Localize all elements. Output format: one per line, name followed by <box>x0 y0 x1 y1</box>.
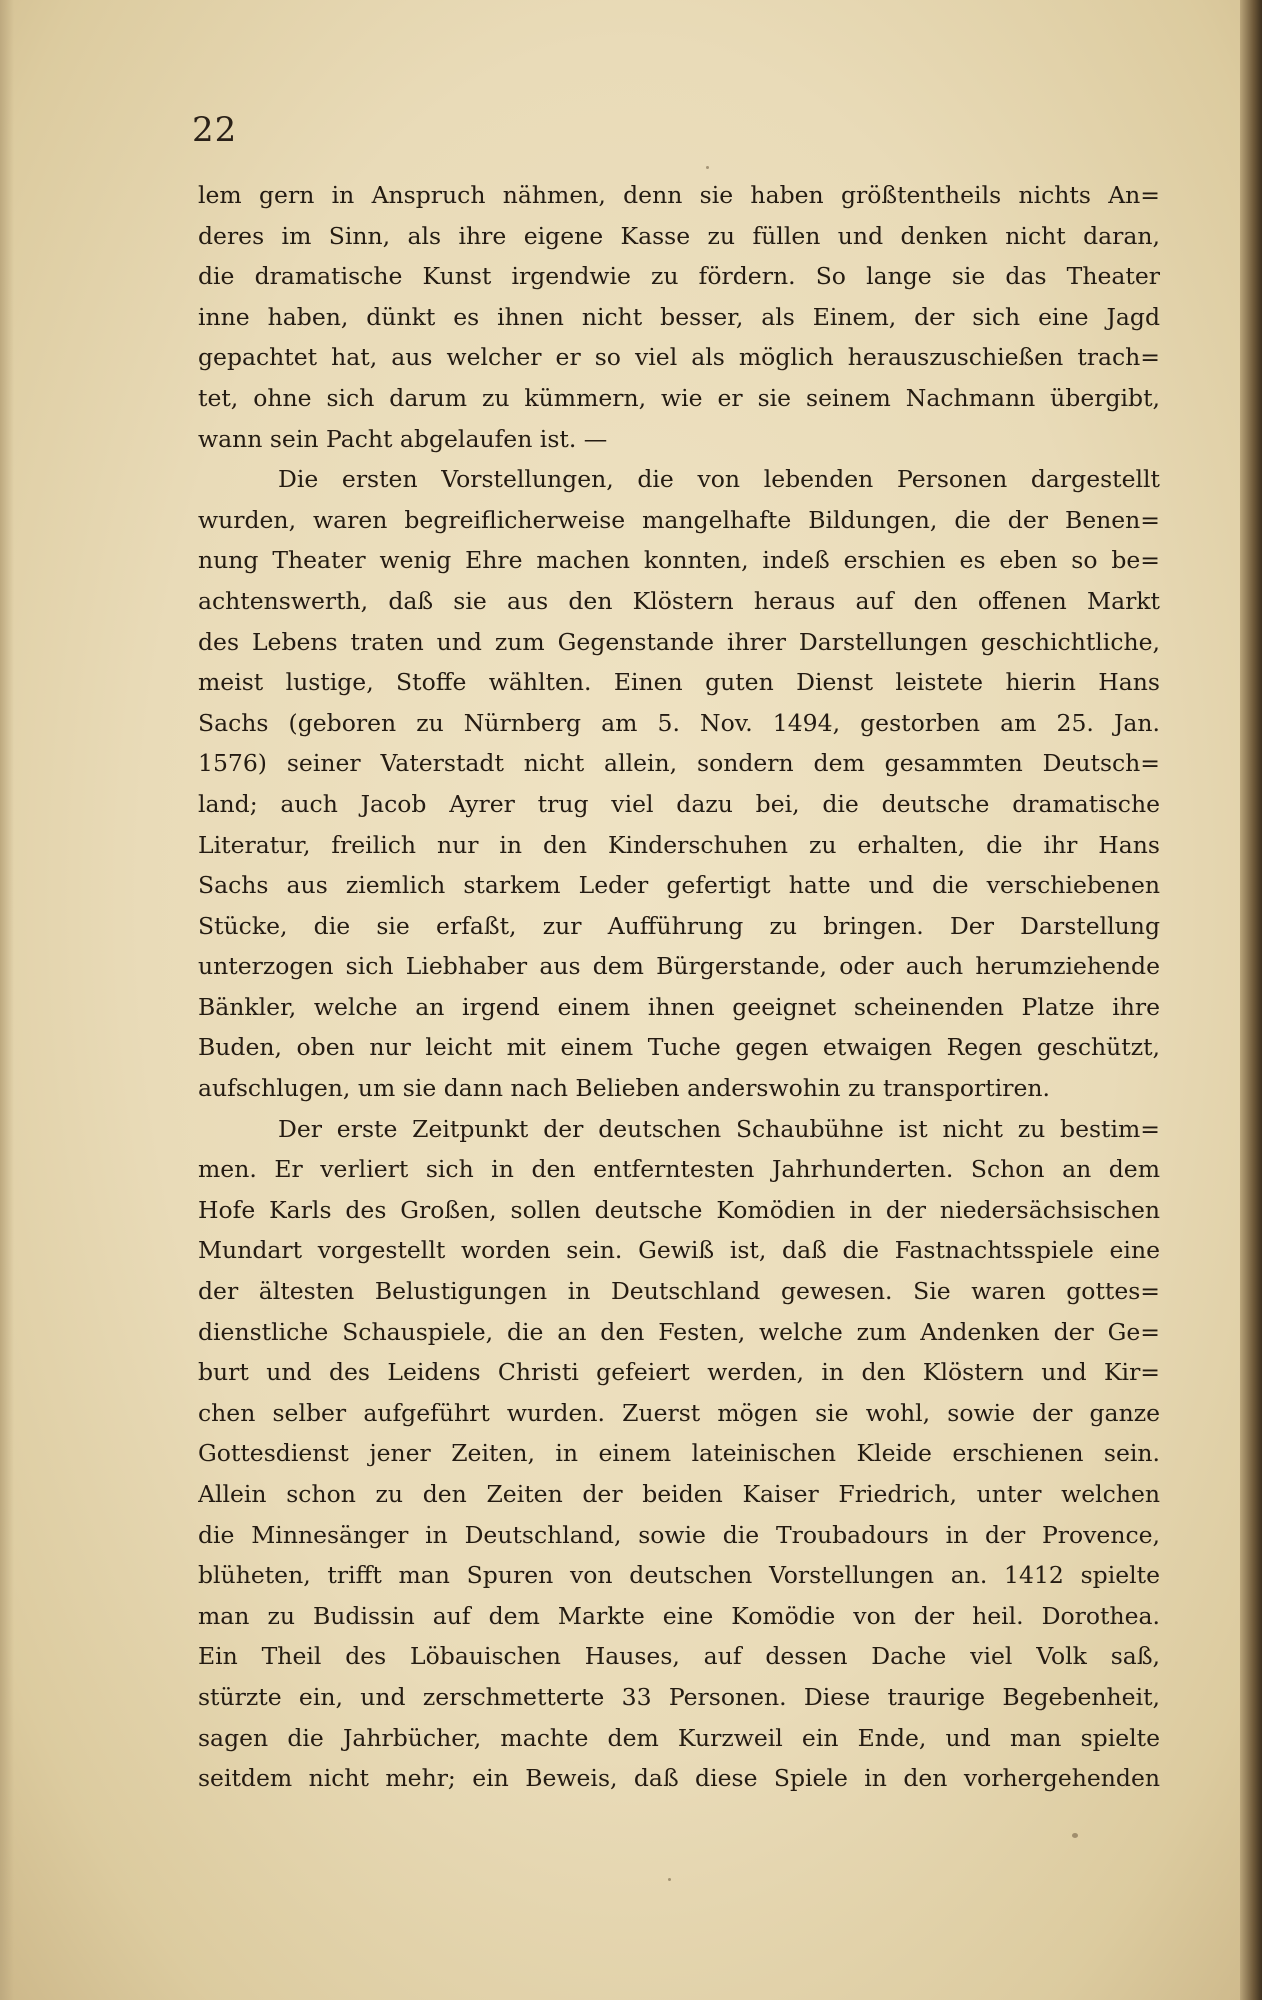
text-line: Buden, oben nur leicht mit einem Tuche gegen etwaigen Regen geschützt, <box>198 1033 1160 1062</box>
text-line: land; auch Jacob Ayrer trug viel dazu bei, die deutsche dramatische <box>198 789 1160 818</box>
text-line: unterzogen sich Liebhaber aus dem Bürgerstande, oder auch herumziehende <box>198 952 1160 981</box>
page-edge-shadow <box>0 0 14 2000</box>
text-line: deres im Sinn, als ihre eigene Kasse zu füllen und denken nicht daran, <box>198 221 1160 250</box>
text-line: Der erste Zeitpunkt der deutschen Schaubühne ist nicht zu bestim= <box>278 1114 1160 1143</box>
body-text <box>198 175 1160 1799</box>
text-line: man zu Budissin auf dem Markte eine Komödie von der heil. Dorothea. <box>198 1601 1160 1630</box>
text-line: Die ersten Vorstellungen, die von lebenden Personen dargestellt <box>278 465 1160 494</box>
text-line: tet, ohne sich darum zu kümmern, wie er sie seinem Nachmann übergibt, <box>198 383 1160 412</box>
text-line: aufschlugen, um sie dann nach Belieben anderswohin zu transportiren. <box>198 1074 1051 1103</box>
text-line: Ein Theil des Löbauischen Hauses, auf dessen Dache viel Volk saß, <box>198 1642 1160 1671</box>
text-line: Hofe Karls des Großen, sollen deutsche Komödien in der niedersächsischen <box>198 1195 1160 1224</box>
text-line: Literatur, freilich nur in den Kinderschuhen zu erhalten, die ihr Hans <box>198 830 1160 859</box>
ink-speck <box>706 166 709 169</box>
text-line: Allein schon zu den Zeiten der beiden Kaiser Friedrich, unter welchen <box>198 1480 1160 1508</box>
text-line: Mundart vorgestellt worden sein. Gewiß ist, daß die Fastnachtsspiele eine <box>198 1236 1160 1265</box>
text-line: Sachs aus ziemlich starkem Leder gefertigt hatte und die verschiebenen <box>198 871 1160 900</box>
text-line: seitdem nicht mehr; ein Beweis, daß diese Spiele in den vorhergehenden <box>198 1764 1160 1793</box>
text-line: gepachtet hat, aus welcher er so viel als möglich herauszuschießen trach= <box>198 343 1160 372</box>
text-line: wann sein Pacht abgelaufen ist. — <box>198 424 608 453</box>
text-line: der ältesten Belustigungen in Deutschland gewesen. Sie waren gottes= <box>198 1277 1160 1306</box>
text-line: blüheten, trifft man Spuren von deutschen Vorstellungen an. 1412 spielte <box>198 1561 1160 1590</box>
text-line: achtenswerth, daß sie aus den Klöstern heraus auf den offenen Markt <box>198 586 1160 615</box>
book-spine-edge <box>1240 0 1262 2000</box>
text-line: nung Theater wenig Ehre machen konnten, indeß erschien es eben so be= <box>198 546 1160 575</box>
text-line: 1576) seiner Vaterstadt nicht allein, sondern dem gesammten Deutsch= <box>198 749 1160 778</box>
text-line: meist lustige, Stoffe wählten. Einen guten Dienst leistete hierin Hans <box>198 668 1160 697</box>
text-line: Stücke, die sie erfaßt, zur Aufführung zu bringen. Der Darstellung <box>198 911 1160 940</box>
text-line: men. Er verliert sich in den entferntesten Jahrhunderten. Schon an dem <box>198 1155 1160 1184</box>
text-line: chen selber aufgeführt wurden. Zuerst mögen sie wohl, sowie der ganze <box>198 1398 1160 1427</box>
ink-speck <box>668 1878 671 1881</box>
ink-speck <box>1072 1833 1078 1838</box>
text-line: Gottesdienst jener Zeiten, in einem lateinischen Kleide erschienen sein. <box>198 1439 1160 1468</box>
text-line: inne haben, dünkt es ihnen nicht besser, als Einem, der sich eine Jagd <box>198 302 1160 331</box>
text-line: Bänkler, welche an irgend einem ihnen geeignet scheinenden Platze ihre <box>198 992 1160 1021</box>
text-line: burt und des Leidens Christi gefeiert werden, in den Klöstern und Kir= <box>198 1358 1160 1387</box>
page-number: 22 <box>192 110 238 150</box>
text-line: die dramatische Kunst irgendwie zu fördern. So lange sie das Theater <box>198 262 1160 291</box>
text-line: dienstliche Schauspiele, die an den Festen, welche zum Andenken der Ge= <box>198 1317 1160 1346</box>
text-line: wurden, waren begreiflicherweise mangelhafte Bildungen, die der Benen= <box>198 505 1160 534</box>
text-line: stürzte ein, und zerschmetterte 33 Personen. Diese traurige Begebenheit, <box>198 1682 1160 1711</box>
text-line: die Minnesänger in Deutschland, sowie die Troubadours in der Provence, <box>198 1520 1160 1549</box>
text-line: Sachs (geboren zu Nürnberg am 5. Nov. 1494, gestorben am 25. Jan. <box>198 708 1160 737</box>
text-line: des Lebens traten und zum Gegenstande ihrer Darstellungen geschichtliche, <box>198 627 1160 656</box>
text-line: sagen die Jahrbücher, machte dem Kurzweil ein Ende, und man spielte <box>198 1723 1160 1752</box>
text-line: lem gern in Anspruch nähmen, denn sie haben größtentheils nichts An= <box>198 181 1160 209</box>
